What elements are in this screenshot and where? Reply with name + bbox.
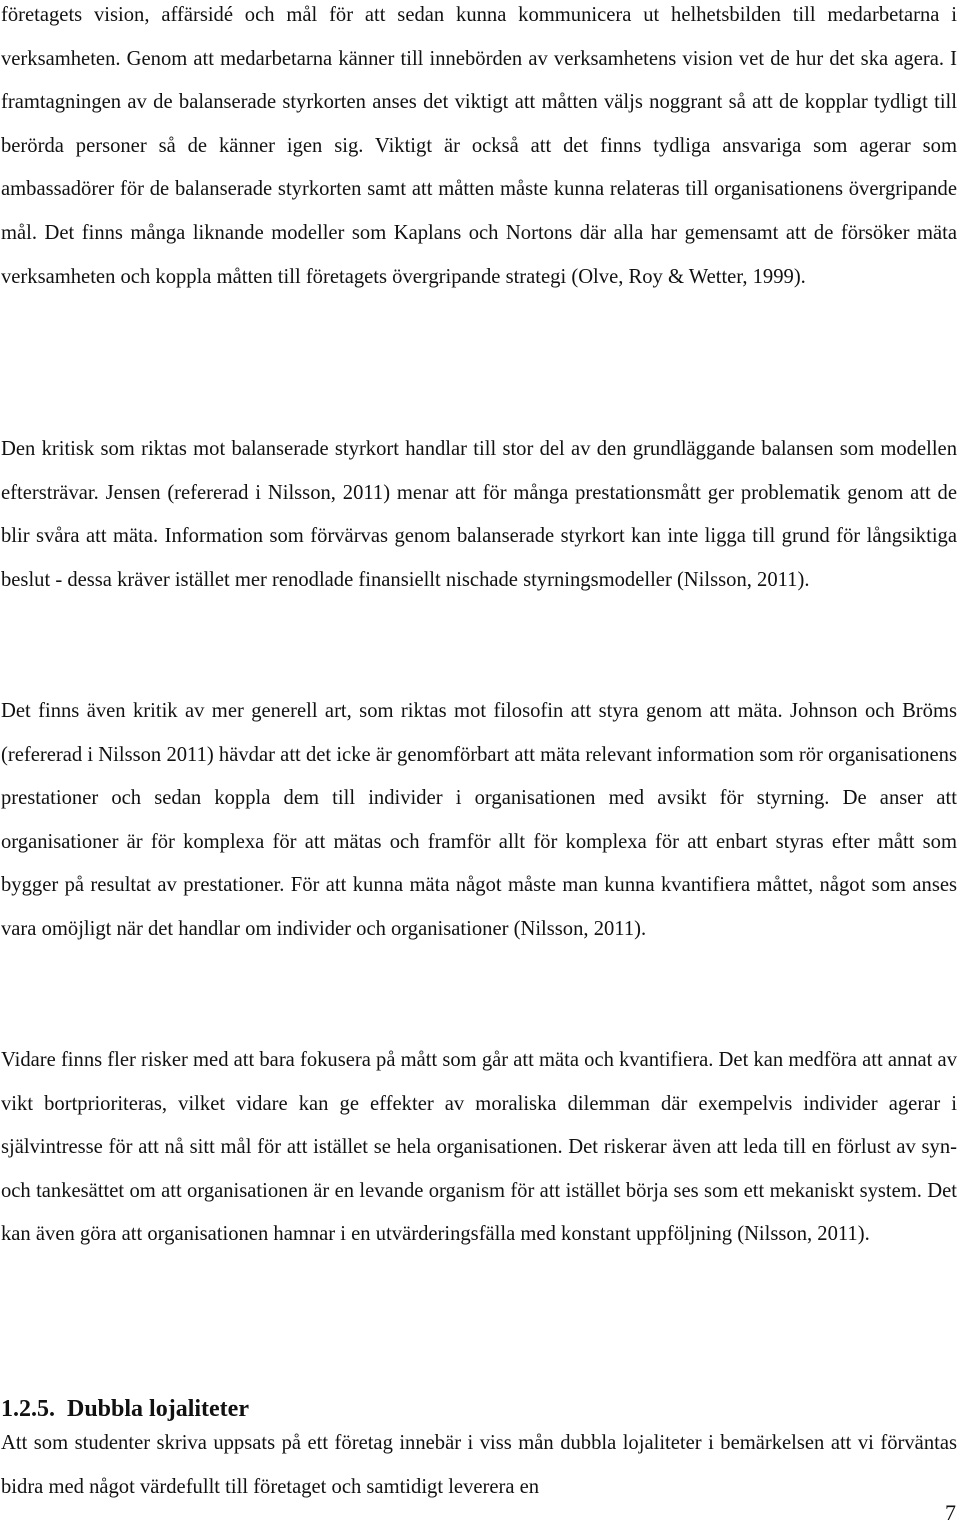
section-number: 1.2.5. xyxy=(1,1396,55,1422)
section-heading xyxy=(1,1394,249,1424)
body-paragraph-4: Vidare finns fler risker med att bara fokusera på mått som går att mäta och kvantifiera. Det kan medföra att annat av vikt bortprioriteras, vilket vidare kan ge effekter av moraliska dilemman där exempelvis individer agerar i självintresse för att nå sitt mål för att istället se hela organisationen. Det riskerar även att leda till en förlust av syn- och tankesättet om att organisationen är en levande organism för att istället börja ses som ett mekaniskt system. Det kan även göra att organisationen hamnar i en utvärderingsfälla med konstant uppföljning (Nilsson, 2011). xyxy=(1,1049,957,1246)
section-title: Dubbla lojaliteter xyxy=(67,1396,249,1422)
page-number: 7 xyxy=(945,1500,956,1525)
body-paragraph-3: Det finns även kritik av mer generell art, som riktas mot filosofin att styra genom att mäta. Johnson och Bröms (refererad i Nilsson 2011) hävdar att det icke är genomförbart att mäta relevant information som rör organisationens prestationer och sedan koppla dem till individer i organisationen med avsikt för styrning. De anser att organisationer är för komplexa för att mätas och framför allt för komplexa för att enbart styras efter mått som bygger på resultat av prestationer. För att kunna mäta något måste man kunna kvantifiera måttet, något som anses vara omöjligt när det handlar om individer och organisationer (Nilsson, 2011). xyxy=(1,700,957,940)
body-paragraph-2: Den kritisk som riktas mot balanserade styrkort handlar till stor del av den grundläggande balansen som modellen eftersträvar. Jensen (refererad i Nilsson, 2011) menar att för många prestationsmått ger problematik genom att de blir svåra att mäta. Information som förvärvas genom balanserade styrkort kan inte ligga till grund för långsiktiga beslut - dessa kräver istället mer renodlade finansiellt nischade styrningsmodeller (Nilsson, 2011). xyxy=(1,438,957,591)
section-paragraph: Att som studenter skriva uppsats på ett företag innebär i viss mån dubbla lojaliteter i bemärkelsen att vi förväntas bidra med något värdefullt till företaget och samtidigt leverera en xyxy=(1,1432,957,1498)
body-paragraph-1: företagets vision, affärsidé och mål för att sedan kunna kommunicera ut helhetsbilden till medarbetarna i verksamheten. Genom att medarbetarna känner till innebörden av verksamhetens vision vet de hur det ska agera. I framtagningen av de balanserade styrkorten anses det viktigt att måtten väljs noggrant så att de kopplar tydligt till berörda personer så de känner igen sig. Viktigt är också att det finns tydliga ansvariga som agerar som ambassadörer för de balanserade styrkorten samt att måtten måste kunna relateras till organisationens övergripande mål. Det finns många liknande modeller som Kaplans och Nortons där alla har gemensamt att de försöker mäta verksamheten och koppla måtten till företagets övergripande strategi (Olve, Roy & Wetter, 1999). xyxy=(1,4,957,288)
